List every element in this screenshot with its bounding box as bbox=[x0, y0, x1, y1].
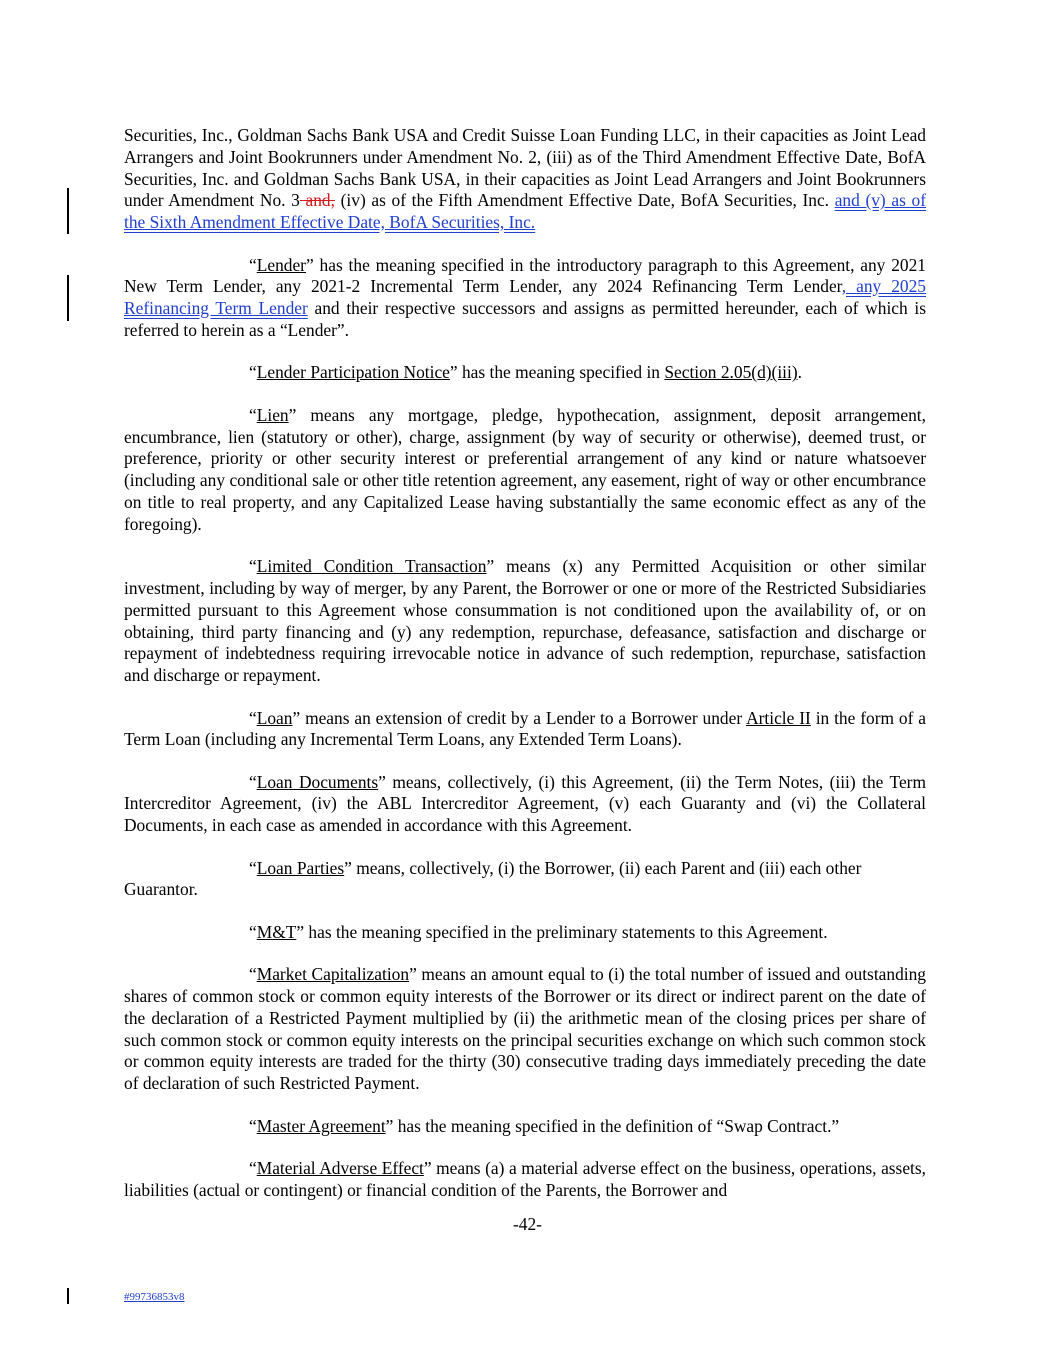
definition-lender bbox=[124, 255, 926, 342]
document-body bbox=[124, 125, 926, 1222]
definition-m-and-t bbox=[124, 922, 926, 944]
defined-term: Master Agreement bbox=[256, 1115, 386, 1136]
defined-term: Lender Participation Notice bbox=[256, 362, 450, 383]
deleted-text: , bbox=[330, 190, 335, 211]
text-run: ” has the meaning specified in the introductory paragraph to this Agreement, any 2021 New Term Lender, any 2021-2 Incremental Term Lender, any 2024 Refinancing Term Lender bbox=[124, 254, 926, 297]
change-bar bbox=[67, 188, 69, 234]
quote-mark: “ bbox=[249, 404, 257, 425]
text-run: Securities, Inc., Goldman Sachs Bank USA and Credit Suisse Loan Funding LLC, in their capacities as Joint Lead Arrangers and Joint Bookrunners under Amendment No. 2, (iii) as of the Third Amendment Effective Date, BofA Securities, Inc. and Goldman Sachs Bank USA, in their capacities as Joint Lead Arrangers and Joint Bookrunners under Amendment No. 3 bbox=[124, 125, 926, 211]
quote-mark: “ bbox=[249, 707, 257, 728]
document-id: #99736853v8 bbox=[124, 1291, 185, 1303]
defined-term: Loan Documents bbox=[256, 771, 379, 792]
defined-term: Loan bbox=[256, 707, 293, 728]
text-run: ” means (x) any Permitted Acquisition or other similar investment, including by way of merger, by any Parent, the Borrower or one or more of the Restricted Subsidiaries permitted pursuant to this Agreement whose consummation is not conditioned upon the availability of, or on obtaining, third party financing and (y) any redemption, repurchase, defeasance, satisfaction and discharge or repayment of indebtedness requiring irrevocable notice in advance of such redemption, repurchase, satisfaction and discharge or repayment. bbox=[124, 556, 926, 686]
text-run: ” means an extension of credit by a Lender to a Borrower under bbox=[292, 707, 747, 728]
definition-limited-condition-transaction bbox=[124, 556, 926, 687]
text-run: ” means an amount equal to (i) the total number of issued and outstanding shares of common stock or common equity interests of the Borrower or its direct or indirect parent on the date of the declaration of a Restricted Payment multiplied by (ii) the arithmetic mean of the closing prices per share of such common stock or common equity interests on the principal securities exchange on which such common stock or common equity interests are traded for the thirty (30) consecutive trading days immediately preceding the date of declaration of such Restricted Payment. bbox=[124, 964, 926, 1094]
definition-lender-participation-notice bbox=[124, 362, 926, 384]
text-run: in the form of a Term Loan (including any Incremental Term Loans, any Extended Term Loans). bbox=[124, 707, 926, 750]
definition-market-capitalization bbox=[124, 964, 926, 1095]
quote-mark: “ bbox=[249, 964, 257, 985]
text-run: ” has the meaning specified in the definition of “Swap Contract.” bbox=[385, 1115, 840, 1136]
quote-mark: “ bbox=[249, 254, 257, 275]
quote-mark: “ bbox=[249, 556, 257, 577]
text-run: ” has the meaning specified in bbox=[449, 362, 665, 383]
text-run: and their respective successors and assigns as permitted hereunder, each of which is referred to herein as a “Lender”. bbox=[124, 298, 926, 340]
text-run: . bbox=[797, 362, 802, 383]
definition-loan-parties bbox=[124, 858, 926, 902]
definition-loan bbox=[124, 708, 926, 752]
text-run: ” means, collectively, (i) this Agreement, (ii) the Term Notes, (iii) the Term Intercreditor Agreement, (iv) the ABL Intercreditor Agreement, (v) each Guaranty and (vi) the Collateral Documents, in each case as amended in accordance with this Agreement. bbox=[124, 771, 926, 836]
page-number: -42- bbox=[513, 1214, 542, 1234]
change-bar bbox=[67, 1288, 69, 1304]
text-run: ” means any mortgage, pledge, hypothecation, assignment, deposit arrangement, encumbrance, lien (statutory or other), charge, assignment (by way of security or otherwise), deemed trust, or preference, priority or other security interest or preferential arrangement of any kind or nature whatsoever (including any conditional sale or other title retention agreement, any easement, right of way or other encumbrance on title to real property, and any Capitalized Lease having substantially the same economic effect as any of the foregoing). bbox=[124, 404, 926, 534]
defined-term: Limited Condition Transaction bbox=[256, 556, 487, 577]
definition-master-agreement bbox=[124, 1116, 926, 1138]
deleted-text: and bbox=[299, 190, 331, 211]
defined-term: Lender bbox=[256, 254, 306, 275]
cross-reference: Article II bbox=[746, 707, 811, 728]
text-run: ” has the meaning specified in the preliminary statements to this Agreement. bbox=[296, 921, 828, 942]
text-run: ” means (a) a material adverse effect on the business, operations, assets, liabilities (actual or contingent) or financial condition of the Parents, the Borrower and bbox=[124, 1158, 926, 1200]
quote-mark: “ bbox=[249, 771, 257, 792]
quote-mark: “ bbox=[249, 1115, 257, 1136]
inserted-text: , any 2025 Refinancing Term Lender bbox=[124, 276, 927, 319]
defined-term: Market Capitalization bbox=[256, 964, 410, 985]
text-run: ” means, collectively, (i) the Borrower, (ii) each Parent and (iii) each other bbox=[344, 857, 862, 878]
quote-mark: “ bbox=[249, 362, 257, 383]
change-bar bbox=[67, 275, 69, 321]
quote-mark: “ bbox=[249, 1158, 257, 1179]
defined-term: M&T bbox=[256, 921, 297, 942]
definition-lien bbox=[124, 405, 926, 536]
defined-term: Material Adverse Effect bbox=[256, 1158, 424, 1179]
text-run: (iv) as of the Fifth Amendment Effective Date, BofA Securities, Inc. bbox=[334, 190, 835, 211]
inserted-text: and (v) as of the Sixth Amendment Effective Date, BofA Securities, Inc. bbox=[124, 190, 926, 233]
cross-reference: Section 2.05(d)(iii) bbox=[664, 362, 798, 383]
defined-term: Loan Parties bbox=[256, 857, 345, 878]
text-run: Guarantor. bbox=[124, 879, 198, 900]
defined-term: Lien bbox=[256, 404, 289, 425]
paragraph-continuation bbox=[124, 125, 926, 234]
definition-material-adverse-effect bbox=[124, 1158, 926, 1202]
quote-mark: “ bbox=[249, 857, 257, 878]
quote-mark: “ bbox=[249, 921, 257, 942]
definition-loan-documents bbox=[124, 772, 926, 837]
